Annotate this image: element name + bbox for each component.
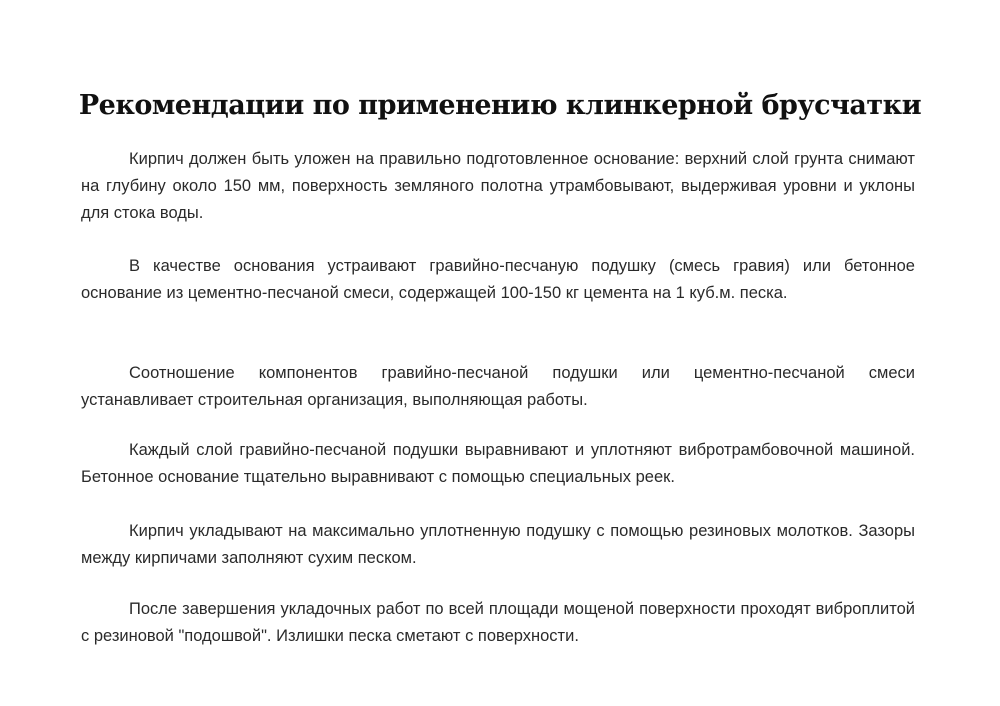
paragraph: Кирпич должен быть уложен на правильно подготовленное основание: верхний слой грунта снимают на глубину около 150 мм, поверхность земляного полотна утрамбовывают, выдерживая уровни и уклоны для стока воды. [81,150,915,222]
paragraph: Каждый слой гравийно-песчаной подушки выравнивают и уплотняют вибротрамбовочной машиной. Бетонное основание тщательно выравнивают с помощью специальных реек. [81,441,915,486]
paragraph: Кирпич укладывают на максимально уплотненную подушку с помощью резиновых молотков. Зазоры между кирпичами заполняют сухим песком. [81,522,915,567]
paragraph: После завершения укладочных работ по всей площади мощеной поверхности проходят виброплитой с резиновой "подошвой". Излишки песка сметают с поверхности. [81,600,915,645]
paragraph: Соотношение компонентов гравийно-песчаной подушки или цементно-песчаной смеси устанавливает строительная организация, выполняющая работы. [81,364,915,409]
paragraph: В качестве основания устраивают гравийно-песчаную подушку (смесь гравия) или бетонное основание из цементно-песчаной смеси, содержащей 100-150 кг цемента на 1 куб.м. песка. [81,257,915,302]
document-title: Рекомендации по применению клинкерной брусчатки [78,90,922,121]
